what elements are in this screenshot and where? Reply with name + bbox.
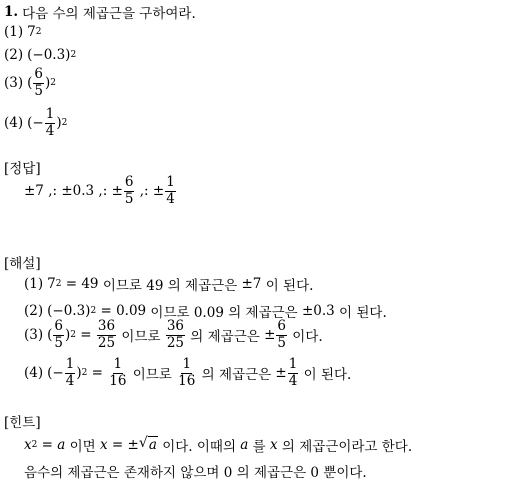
hint-heading: [힌트] [4, 415, 41, 431]
fraction [65, 358, 76, 388]
answer-separator: ,: [94, 183, 112, 199]
line-equals: = 0.09 [96, 303, 147, 319]
line-lhs: (−0.3) [47, 303, 91, 319]
paren-close: ) [56, 115, 62, 131]
hint-text: 이다. 이때의 [157, 439, 241, 455]
fraction [33, 68, 44, 98]
line-middle-text: 이므로 49 의 제곱근은 [98, 278, 242, 294]
fraction-denominator: 5 [54, 334, 63, 351]
math-variable: x [269, 437, 278, 453]
value-fraction [166, 320, 185, 350]
problem-item-1: (1) 7 2 [4, 24, 42, 40]
problem-header [4, 2, 196, 22]
line-label: (1) [24, 276, 44, 292]
fraction-denominator: 16 [178, 372, 196, 389]
paren-open: ( [47, 327, 53, 343]
problem-statement: 다음 수의 제곱근을 구하여라. [22, 6, 196, 22]
fraction-denominator: 5 [34, 82, 43, 99]
line-middle-text: 이므로 0.09 의 제곱근은 [146, 305, 302, 321]
fraction-numerator: 1 [182, 356, 192, 372]
fraction-denominator: 25 [166, 334, 185, 351]
answer-3-fraction [124, 176, 135, 206]
fraction-numerator: 1 [166, 174, 175, 190]
problem-item-4: (4) (− $\frac{1}{4}$ ) 2 [4, 106, 68, 139]
line-tail: 이 된다. [299, 367, 352, 383]
answer-3-sign: ± [111, 183, 123, 199]
paren-close: ) [65, 327, 71, 343]
item-base: 7 [27, 24, 36, 40]
item-base: (−0.3) [27, 47, 71, 63]
line-label: (4) [24, 365, 44, 381]
problem-item-2: (2) (−0.3) 2 [4, 47, 77, 63]
paren-open: (− [47, 365, 64, 381]
line-label: (2) [24, 303, 44, 319]
value-fraction [97, 320, 116, 350]
line-tail: 이 된다. [334, 305, 387, 321]
answer-4-fraction [165, 176, 176, 206]
square-root [139, 437, 158, 453]
explanation-line-2: (2) (−0.3) 2 = 0.09 이므로 0.09 의 제곱근은 ±0.3 이 된다. [24, 303, 387, 321]
math-equals: = ± [107, 437, 139, 453]
result-fraction [288, 358, 299, 388]
math-variable: x [100, 437, 108, 453]
hint-text: 이면 [65, 439, 100, 455]
answer-line [24, 176, 177, 206]
explanation-line-4: (4) (− $\frac{1}{4}$ ) 2 = $\frac{1}{16}$ 이므로 $\frac{1}{16}$ 의 제곱근은 ± $\frac{1}{4}$ 이 된다. [24, 356, 352, 389]
problem-number: 1. [4, 4, 19, 20]
math-equals: = [37, 437, 58, 453]
math-variable: x [24, 437, 32, 453]
radical-sign: √ [138, 435, 148, 451]
paren-close: ) [45, 75, 51, 91]
line-label: (3) [24, 327, 44, 343]
answer-separator: ,: [43, 183, 62, 199]
fraction-numerator: 1 [65, 356, 75, 372]
fraction-numerator: 1 [45, 106, 55, 122]
problem-item-3: (3) ( $\frac{6}{5}$ ) 2 [4, 66, 57, 99]
fraction-denominator: 25 [97, 334, 116, 351]
fraction-denominator: 16 [109, 372, 127, 389]
fraction [53, 320, 64, 350]
fraction-numerator: 6 [34, 66, 43, 82]
explanation-heading: [해설] [4, 256, 41, 272]
line-equals: = [76, 327, 96, 343]
line-middle-text: 이므로 [128, 367, 177, 383]
fraction-denominator: 4 [288, 372, 298, 389]
fraction-numerator: 36 [166, 318, 185, 334]
line-equals: = [87, 365, 108, 381]
fraction [45, 108, 56, 138]
fraction-denominator: 4 [45, 122, 55, 139]
answer-1: ±7 [24, 183, 44, 199]
explanation-line-3: (3) ( $\frac{6}{5}$ ) 2 = $\frac{36}{25}$ 이므로 $\frac{36}{25}$ 의 제곱근은 ± $\frac{6}{5}$ 이다. [24, 318, 323, 351]
radicand: a [148, 437, 157, 453]
item-label: (2) [4, 47, 24, 63]
answer-2: ±0.3 [61, 183, 95, 199]
hint-line-1: x 2 = a 이면 x = ± √ a 이다. 이때의 a 를 x 의 제곱근이라고 한다. [24, 435, 413, 455]
item-label: (4) [4, 115, 24, 131]
line-lhs: 7 [47, 276, 56, 292]
paren-open: ( [27, 75, 33, 91]
value-fraction [177, 358, 196, 388]
paren-close: ) [76, 365, 82, 381]
result-fraction [276, 320, 287, 350]
line-tail: 이다. [288, 329, 323, 345]
result-sign: ± [264, 327, 276, 343]
hint-text: 를 [248, 439, 270, 455]
item-label: (3) [4, 75, 24, 91]
line-result: ±0.3 [301, 303, 335, 319]
item-label: (1) [4, 24, 24, 40]
line-result: ±7 [241, 276, 262, 292]
fraction-numerator: 36 [97, 318, 116, 334]
explanation-line-1: (1) 7 2 = 49 이므로 49 의 제곱근은 ±7 이 된다. [24, 276, 314, 294]
fraction-numerator: 6 [54, 318, 63, 334]
math-variable: a [240, 437, 249, 453]
fraction-numerator: 6 [124, 174, 134, 190]
line-tail: 이 된다. [261, 278, 314, 294]
fraction-denominator: 5 [124, 190, 134, 207]
math-variable: a [57, 437, 66, 453]
line-equals: = 49 [61, 276, 99, 292]
line-middle-text: 의 제곱근은 [197, 367, 276, 383]
line-middle-text: 이므로 [117, 329, 165, 345]
fraction-denominator: 4 [166, 190, 175, 207]
result-sign: ± [275, 365, 287, 381]
hint-line-2: 음수의 제곱근은 존재하지 않으며 0 의 제곱근은 0 뿐이다. [24, 465, 367, 481]
value-fraction [108, 358, 127, 388]
paren-open: (− [27, 115, 44, 131]
fraction-numerator: 6 [277, 318, 287, 334]
answer-separator: ,: [135, 183, 153, 199]
fraction-numerator: 1 [288, 356, 298, 372]
fraction-denominator: 5 [277, 334, 287, 351]
fraction-denominator: 4 [65, 372, 75, 389]
line-middle-text: 의 제곱근은 [186, 329, 265, 345]
answer-heading: [정답] [4, 161, 41, 177]
fraction-numerator: 1 [113, 356, 123, 372]
hint-text: 의 제곱근이라고 한다. [277, 439, 413, 455]
answer-4-sign: ± [152, 183, 165, 199]
